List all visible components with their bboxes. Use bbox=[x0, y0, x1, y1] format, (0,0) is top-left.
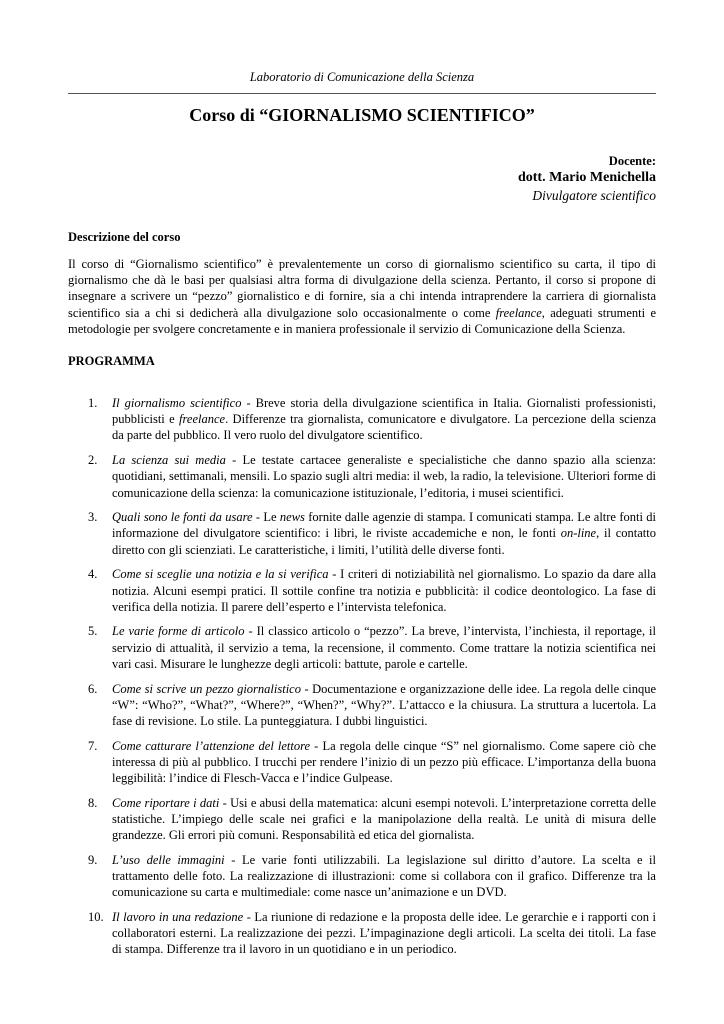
program-item-text: - Le bbox=[252, 510, 280, 525]
program-item-text: - Il classico articolo o “pezzo”. La breve, l’intervista, l’inchiesta, il reportage, il servizio di attualità, il servizio a tema, la recensione, il commento. Come trattare la notizia scientifica nei vari casi. Misurare le lunghezze degli articoli: battute, parole e cartelle. bbox=[112, 624, 657, 671]
program-item bbox=[68, 909, 656, 958]
program-item bbox=[68, 681, 656, 730]
program-item-number: 6. bbox=[88, 681, 98, 696]
program-item-text: - Usi e abusi della matematica: alcuni esempi notevoli. L’interpretazione corretta delle statistiche. L’impiego delle scale nei grafici e la manipolazione della realtà. Le unità di misura delle grandezze. Gli errori più comuni. Responsabilità ed etica del giornalista. bbox=[112, 795, 656, 843]
program-item-title: Il lavoro in una redazione bbox=[112, 909, 244, 924]
program-item-text: - Le varie fonti utilizzabili. La legislazione sul diritto d’autore. La scelta e il trattamento delle foto. La realizzazione di illustrazioni: come si collabora con il grafico. Differenze tra la comunicazione su carta e multimediale: come nasce un’animazione e un DVD. bbox=[112, 852, 657, 900]
lab-header: Laboratorio di Comunicazione della Scienza bbox=[249, 70, 475, 84]
program-item-emphasis: on-line bbox=[560, 526, 597, 541]
program-item-number: 10. bbox=[88, 909, 104, 924]
program-item-text: fornite dalle agenzie di stampa. I comunicati stampa. Le altre fonti di informazione del divulgatore scientifico: i libri, le riviste accademiche e non, le fonti bbox=[112, 510, 656, 541]
program-item bbox=[68, 852, 656, 901]
program-item-text: - Breve storia della divulgazione scientifica in Italia. Giornalisti professionisti, pubblicisti e bbox=[112, 396, 656, 427]
program-item-text: - La riunione di redazione e la proposta delle idee. Le gerarchie e i rapporti con i collaboratori esterni. La realizzazione dei pezzi. L’impaginazione degli articoli. La scelta dei titoli. La fase di stampa. Differenze tra il lavoro in un quotidiano e in un periodico. bbox=[112, 909, 656, 957]
program-item-number: 8. bbox=[88, 795, 98, 810]
program-item-number: 3. bbox=[88, 510, 98, 525]
program-item-title: Come si scrive un pezzo giornalistico bbox=[112, 681, 301, 696]
description-text-end: , adeguati strumenti e metodologie per svolgere concretamente e in maniera professionale il servizio di Comunicazione della Scienza. bbox=[68, 305, 656, 336]
program-item bbox=[68, 395, 656, 444]
program-item bbox=[68, 795, 656, 844]
teacher-block bbox=[518, 153, 656, 205]
program-item bbox=[68, 738, 656, 787]
teacher-name: dott. Mario Menichella bbox=[517, 170, 656, 185]
program-item-title: Come riportare i dati bbox=[112, 795, 220, 810]
program-item-text: - La regola delle cinque “S” nel giornalismo. Come sapere ciò che interessa di più al pubblico. I trucchi per rendere l’inizio di un pezzo più efficace. L’importanza della buona leggibilità: l’indice di Flesch-Vacca e l’indice Gulpease. bbox=[112, 738, 657, 786]
teacher-label: Docente: bbox=[608, 154, 656, 168]
program-item-text: - Documentazione e organizzazione delle idee. La regola delle cinque “W”: “Who?”, “What?”, “Where?”, “When?”, “Why?”. L’attacco e la chiusura. La struttura a lucertola. La fase di revisione. Lo stile. La punteggiatura. I dubbi linguistici. bbox=[112, 681, 656, 728]
program-item-number: 9. bbox=[88, 852, 98, 867]
program-item-title: La scienza sui media bbox=[112, 453, 226, 468]
program-item bbox=[68, 452, 656, 501]
description-paragraph bbox=[68, 256, 656, 337]
program-item bbox=[68, 509, 656, 558]
program-item-text: - Le testate cartacee generaliste e specialistiche che danno spazio alla scienza: quotidiani, settimanali, mensili. Lo spazio sugli altri media: il web, la radio, la televisione. Ulteriori forme di comunicazione della scienza: la comunicazione istituzionale, l’editoria, i musei scientifici. bbox=[112, 453, 656, 500]
description-heading: Descrizione del corso bbox=[68, 230, 181, 244]
program-item-number: 5. bbox=[88, 624, 98, 639]
program-item-number: 7. bbox=[88, 738, 98, 753]
course-title: Corso di “GIORNALISMO SCIENTIFICO” bbox=[189, 105, 535, 125]
program-item-title: Come si sceglie una notizia e la si verifica bbox=[112, 567, 329, 582]
program-item-text: , il contatto diretto con gli scienziati. Le caratteristiche, i limiti, l’utilità delle diverse fonti. bbox=[112, 526, 656, 557]
program-list bbox=[68, 395, 656, 966]
header-rule bbox=[68, 93, 656, 94]
program-item-title: Il giornalismo scientifico bbox=[112, 396, 242, 410]
description-text: Il corso di “Giornalismo scientifico” è prevalentemente un corso di giornalismo scientifico su carta, il tipo di giornalismo che dà le basi per qualsiasi altra forma di divulgazione della scienza. Pertanto, il corso si propone di insegnare a scrivere un “pezzo” giornalistico e di fornire, sia a chi intenda intraprendere la carriera di giornalista scientifico sia a chi si dedicherà alla divulgazione solo occasionalmente o come bbox=[68, 257, 656, 320]
program-item-number: 1. bbox=[88, 396, 98, 410]
program-item-title: Le varie forme di articolo bbox=[112, 624, 245, 639]
program-item-title: L’uso delle immagini bbox=[112, 852, 225, 867]
program-item-text: - I criteri di notiziabilità nel giornalismo. Lo spazio da dare alla notizia. Alcuni esempi pratici. Il sottile confine tra notizia e pubblicità: il codice deontologico. La fase di verifica della notizia. Il parere dell’esperto e l’intervista telefonica. bbox=[112, 567, 656, 614]
teacher-role: Divulgatore scientifico bbox=[532, 188, 656, 203]
program-item-number: 2. bbox=[88, 453, 98, 468]
description-emphasis: freelance bbox=[495, 305, 542, 320]
program-item-title: Quali sono le fonti da usare bbox=[112, 510, 253, 525]
program-item-emphasis: freelance bbox=[179, 412, 226, 427]
program-heading: PROGRAMMA bbox=[68, 354, 155, 368]
program-item-text: . Differenze tra giornalista, comunicatore e divulgatore. La percezione della scienza da parte del pubblico. Il vero ruolo del divulgatore scientifico. bbox=[112, 412, 656, 443]
program-item-emphasis: news bbox=[279, 510, 305, 525]
program-item bbox=[68, 566, 656, 615]
program-item-number: 4. bbox=[88, 567, 98, 582]
program-item bbox=[68, 623, 656, 672]
program-item-title: Come catturare l’attenzione del lettore bbox=[112, 738, 311, 753]
